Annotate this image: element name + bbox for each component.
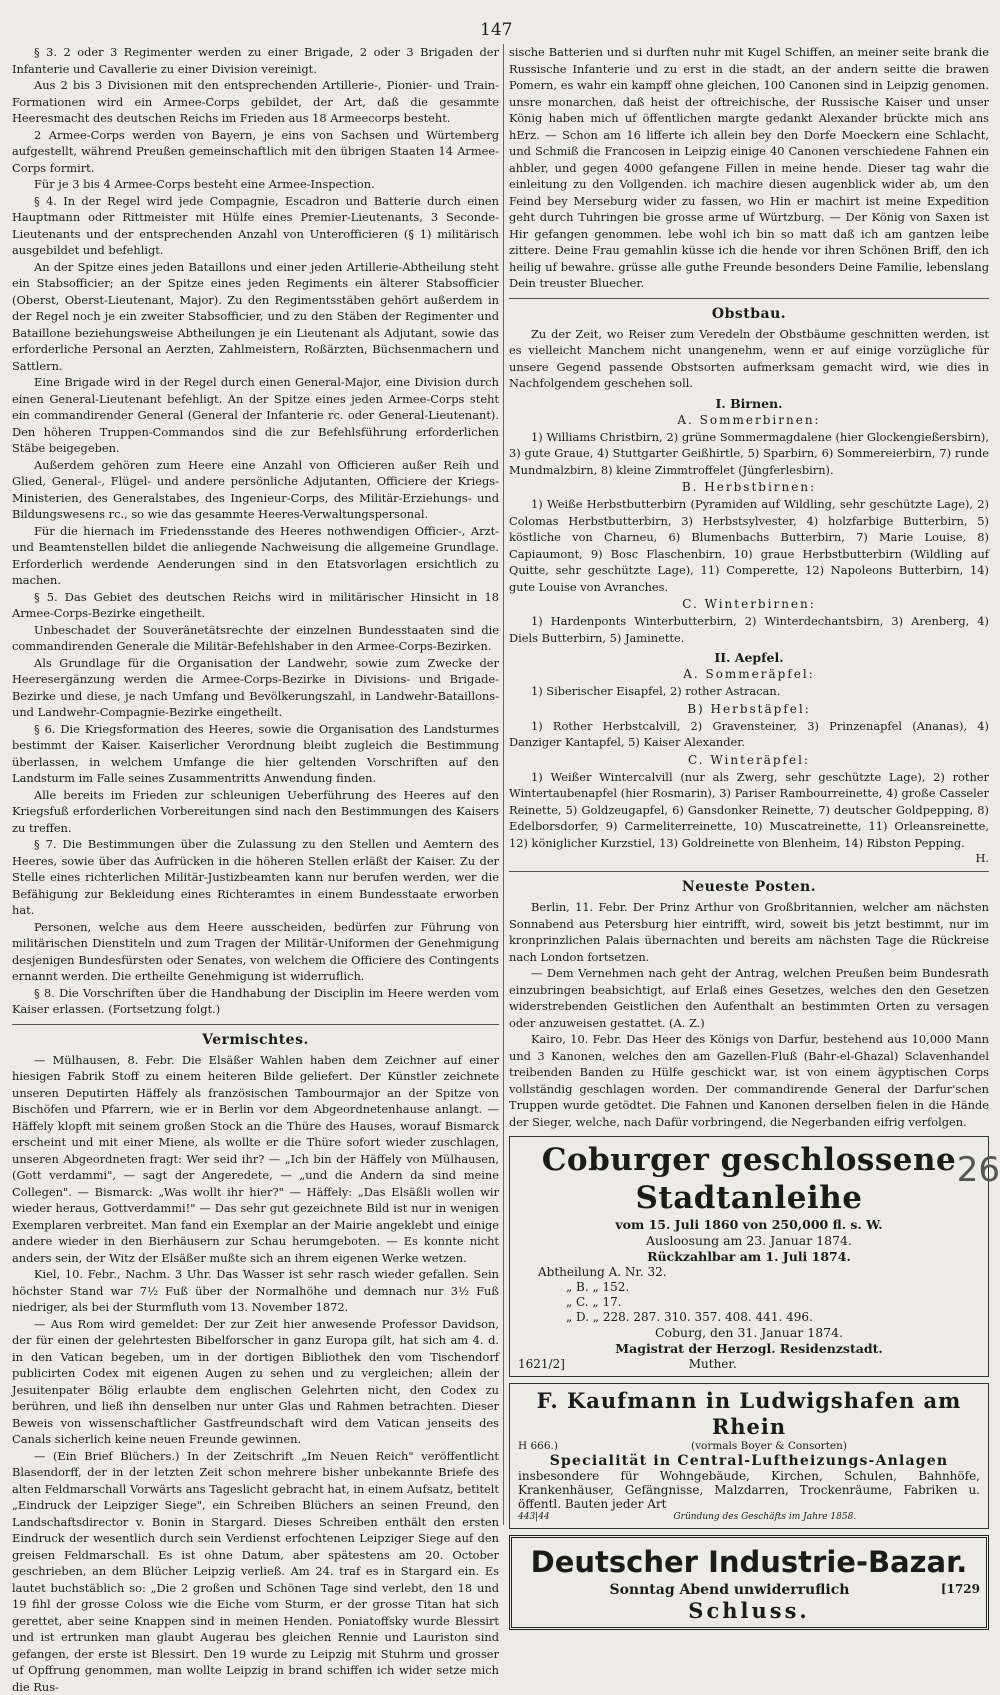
- ad-kaufmann-founding: Gründung des Geschäfts im Jahre 1858.: [673, 1511, 856, 1524]
- ad-stadtanleihe-line1: vom 15. Juli 1860 von 250,000 fl. s. W.: [518, 1217, 980, 1233]
- sommeraepfel-list: 1) Siberischer Eisapfel, 2) rother Astracan.: [509, 683, 989, 700]
- page-number: 147: [480, 20, 512, 40]
- ad-stadtanleihe-title: Coburger geschlossene Stadtanleihe: [518, 1141, 980, 1217]
- news-paragraph: Berlin, 11. Febr. Der Prinz Arthur von Großbritannien, welcher am nächsten Sonnabend aus Petersburg hier eintrifft, wird, soweit bis jetzt bestimmt, nur im kronprinzlichen Palais übernachten und bereits am nächsten Tage die Rückreise nach London fortsetzen.: [509, 899, 989, 965]
- divider: [509, 871, 989, 872]
- law-paragraph: Für die hiernach im Friedensstande des Heeres nothwendigen Officier-, Arzt- und Beamtenstellen bildet die anliegende Nachweisung die allgemeine Grundlage. Erforderlich werdende Aenderungen sind in den Etatsvorlagen ersichtlich zu machen.: [12, 523, 499, 589]
- sommeraepfel-label: A. Sommeräpfel:: [509, 667, 989, 681]
- misc-paragraph: — Mülhausen, 8. Febr. Die Elsäßer Wahlen haben dem Zeichner auf einer hiesigen Fabrik Stoff zu einem heiteren Bilde geliefert. Der Künstler zeichnete unseren Deputirten Häffely als französischen Tambourmajor an der Spitze von Bischöfen und Pfarrern, wie er in Berlin vor dem Abgeordnetenhause anlangt. — Häffely klopft mit seinem großen Stock an die Thüre des Hauses, worauf Bismarck erscheint und mit einer Miene, als wollte er die Thüre sofort wieder zuschlagen, unseren Abgeordneten fragt: Wer seid ihr? — „Ich bin der Häffely von Mülhausen, (Gott verdammi", — sagt der Angeredete, — „und die Andern da sind meine Collegen". — Bismarck: „Was wollt ihr hier?" — Häffely: „Das Elsäßli wollen wir wieder heraus, Gottverdammi!" — Das sehr gut gezeichnete Bild ist nur in wenigen Exemplaren verbreitet. Man fand ein Exemplar an der Mairie angeklebt und einige andere wieder in den Bierhäusern zur Schau herumgeboten. — Es konnte nicht anders sein, der Witz der Elsäßer mußte sich an ihrem eigenen Werke wetzen.: [12, 1052, 499, 1267]
- law-paragraph: Aus 2 bis 3 Divisionen mit den entsprechenden Artillerie-, Pionier- und Train-Formationen wird ein Armee-Corps gebildet, der Art, daß die gesammte Heeresmacht des deutschen Reichs im Frieden aus 18 Armeecorps besteht.: [12, 77, 499, 127]
- ad-stadtanleihe-row: „ C. „ 17.: [518, 1295, 980, 1310]
- ad-kaufmann: [509, 1383, 989, 1529]
- law-paragraph: § 3. 2 oder 3 Regimenter werden zu einer Brigade, 2 oder 3 Brigaden der Infanterie und Cavallerie zu einer Division vereinigt.: [12, 44, 499, 77]
- news-paragraph: — Dem Vernehmen nach geht der Antrag, welchen Preußen beim Bundesrath einzubringen beabsichtigt, auf Erlaß eines Gesetzes, welches den den Gesetzen widerstrebenden Geistlichen den Aufenthalt an bestimmten Orten zu versagen oder anzuweisen gestattet. (A. Z.): [509, 965, 989, 1031]
- ad-stadtanleihe-line3: Rückzahlbar am 1. Juli 1874.: [518, 1249, 980, 1265]
- ad-kaufmann-specialty: Specialität in Central-Luftheizungs-Anlagen: [518, 1453, 980, 1469]
- news-heading: Neueste Posten.: [509, 879, 989, 895]
- ad-kaufmann-small-ref: 443|44: [518, 1511, 550, 1524]
- law-paragraph: 2 Armee-Corps werden von Bayern, je eins von Sachsen und Würtemberg aufgestellt, während Preußen gemeinschaftlich mit den übrigen Staaten 14 Armee-Corps formirt.: [12, 127, 499, 177]
- law-paragraph: § 8. Die Vorschriften über die Handhabung der Disciplin im Heere werden vom Kaiser erlassen. (Fortsetzung folgt.): [12, 985, 499, 1018]
- ad-bazar-title: Deutscher Industrie-Bazar.: [518, 1542, 980, 1582]
- law-paragraph: § 4. In der Regel wird jede Compagnie, Escadron und Batterie durch einen Hauptmann oder Rittmeister mit Hülfe eines Premier-Lieutenants, 3 Seconde-Lieutenants und der entsprechenden Anzahl von Unterofficieren (§ 1) militärisch ausgebildet und befehligt.: [12, 193, 499, 259]
- ad-bazar-line2: Sonntag Abend unwiderruflich: [609, 1582, 849, 1598]
- letter-continuation: sische Batterien und si durften nuhr mit Kugel Schiffen, an meiner seite brank die Russische Infanterie und zu erst in die stadt, an der andern seitte die brawen Pomern, es wahr ein kampff ohne gleichen, 100 Canonen sind in Leipzig genomen. unsre monarchen, daß heist der oftreichische, der Russische Kaiser und unser König haben mich uf öffentlichen margte gedankt Alexander brückte mich ans hErz. — Schon am 16 lifferte ich allein bey den Dorfe Moeckern eine Schlacht, und Schmiß die Francosen in Leipzig einige 40 Canonen verschiedene Fahnen ein ahbler, und gegen 4000 gefangene Fillen in meine hende. Dieser tag wahr die einleitung zu den Vollgenden. ich machire diesen augenblick wider ab, um den Feind bey Merseburg wider zu fassen, wo Hin er machirt ist meine Expedition geht durch Tuhringen bie grosse arme uf Würtzburg. — Der König von Saxen ist Hir gefangen genommen. lebe wohl ich bin so matt daß ich am gantzen leibe zittere. Deine Frau gemahlin küsse ich die hende vor ihren Schönen Briff, den ich heilig uf bewahre. grüsse alle guthe Freunde besonders Deine Familie, lebenslang Dein treuster Bluecher.: [509, 44, 989, 292]
- divider: [509, 298, 989, 299]
- ad-bazar-line3: Schluss.: [518, 1598, 980, 1623]
- ad-kaufmann-head: F. Kaufmann in Ludwigshafen am Rhein: [518, 1388, 980, 1440]
- ad-kaufmann-text: insbesondere für Wohngebäude, Kirchen, Schulen, Bahnhöfe, Krankenhäuser, Gefängnisse, Malzdarren, Trockenräume, Fabriken u. öffentl. Bauten jeder Art: [518, 1469, 980, 1511]
- birnen-heading: I. Birnen.: [509, 396, 989, 411]
- obstbau-intro: Zu der Zeit, wo Reiser zum Veredeln der Obstbäume geschnitten werden, ist es vielleicht Manchem nicht unangenehm, wenn er auf einige vorzügliche für unsere Gegend passende Obstsorten aufmerksam gemacht wird, wie dies in Nachfolgendem geschehen soll.: [509, 326, 989, 392]
- law-paragraph: Außerdem gehören zum Heere eine Anzahl von Officieren außer Reih und Glied, General-, Flügel- und andere persönliche Adjutanten, Officiere der Kriegs-Ministerien, des Generalstabes, des Ingenieur-Corps, des Militär-Erziehungs- und Bildungswesens rc., so wie das gesammte Heeres-Verwaltungspersonal.: [12, 457, 499, 523]
- misc-paragraph: Kiel, 10. Febr., Nachm. 3 Uhr. Das Wasser ist sehr rasch wieder gefallen. Sein höchster Stand war 7½ Fuß über der Normalhöhe und demnach nur 3½ Fuß niedriger, als bei der Sturmfluth vom 13. November 1872.: [12, 1266, 499, 1316]
- ad-stadtanleihe-authority: Magistrat der Herzogl. Residenzstadt.: [518, 1341, 980, 1357]
- margin-note: 26: [957, 1150, 1000, 1190]
- ad-kaufmann-formerly: (vormals Boyer & Consorten): [691, 1440, 847, 1453]
- obstbau-signature: H.: [509, 851, 989, 865]
- misc-paragraph: — Aus Rom wird gemeldet: Der zur Zeit hier anwesende Professor Davidson, der für einen der gelehrtesten Bibelforscher in ganz Europa gilt, hat sich am 4. d. in den Vatican begeben, um in der dortigen Bibliothek den vom Tischendorf publicirten Codex mit eigenen Augen zu sehen und zu vergleichen; allein der Jesuitenpater Bölig erlaubte dem englischen Gelehrten nicht, den Codex zu berühren, und ließ ihn denselben nur unter Glas und Rahmen betrachten. Dieser Beweis von wissenschaftlicher Gastfreundschaft wird dem Vatican jenseits des Canals sicherlich keine neuen Freunde gewinnen.: [12, 1316, 499, 1448]
- obstbau-heading: Obstbau.: [509, 306, 989, 322]
- misc-heading: Vermischtes.: [12, 1032, 499, 1048]
- herbstbirnen-list: 1) Weiße Herbstbutterbirn (Pyramiden auf Wildling, sehr geschützte Lage), 2) Colomas Herbstbutterbirn, 3) Herbstsylvester, 4) holzfarbige Butterbirn, 5) köstliche von Charneu, 6) Blumenbachs Butterbirn, 7) Marie Louise, 8) Capiaumont, 9) Bosc Flaschenbirn, 10) graue Herbstbutterbirn (Wildling auf Quitte, sehr geschützte Lage), 11) Comperette, 12) Napoleons Butterbirn, 14) gute Louise von Avranches.: [509, 496, 989, 595]
- winterbirnen-label: C. Winterbirnen:: [509, 597, 989, 611]
- ad-stadtanleihe-date: Coburg, den 31. Januar 1874.: [518, 1325, 980, 1341]
- law-paragraph: Als Grundlage für die Organisation der Landwehr, sowie zum Zwecke der Heeresergänzung werden die Armee-Corps-Bezirke in Divisions- und Brigade-Bezirke und diese, je nach Umfang und Bevölkerungszahl, in Landwehr-Bataillons- und Landwehr-Compagnie-Bezirke eingetheilt.: [12, 655, 499, 721]
- herbstaepfel-label: B) Herbstäpfel:: [509, 702, 989, 716]
- news-paragraph: Kairo, 10. Febr. Das Heer des Königs von Darfur, bestehend aus 10,000 Mann und 3 Kanonen, welches den am Gazellen-Fluß (Bahr-el-Ghazal) Sclavenhandel treibenden Banden zu Hülfe geschickt war, ist von einem ägyptischen Corps vollständig geschlagen worden. Der commandirende General der Darfur'schen Truppen wurde getödtet. Die Fahnen und Kanonen derselben fielen in die Hände der Sieger, welche, nach Dafür vorbringend, die Negerbanden eifrig verfolgen.: [509, 1031, 989, 1130]
- ad-stadtanleihe: [509, 1136, 989, 1377]
- herbstbirnen-label: B. Herbstbirnen:: [509, 480, 989, 494]
- law-paragraph: An der Spitze eines jeden Bataillons und einer jeden Artillerie-Abtheilung steht ein Stabsofficier; an der Spitze eines jeden Regiments ein älterer Stabsofficier (Oberst, Oberst-Lieutenant, Major). Zu den Regimentsstäben gehört außerdem in der Regel noch je ein zweiter Stabsofficier, und zu den Stäben der Regimenter und Bataillone beziehungsweise Abtheilungen je ein Lieutenant als Adjutant, sowie das erforderliche Personal an Aerzten, Zahlmeistern, Roßärzten, Büchsenmachern und Sattlern.: [12, 259, 499, 375]
- winteraepfel-list: 1) Weißer Wintercalvill (nur als Zwerg, sehr geschützte Lage), 2) rother Wintertaubenapfel (hier Rosmarin), 3) Pariser Rambourreinette, 4) große Casseler Reinette, 5) Goldzeugapfel, 6) Gansdonker Reinette, 7) deutscher Goldpepping, 8) Edelborsdorfer, 9) Carmeliterreinette, 10) Muscatreinette, 11) Orleansreinette, 12) königlicher Kurzstiel, 13) Goldreinette von Blenheim, 14) Ribston Pepping.: [509, 769, 989, 852]
- law-paragraph: § 5. Das Gebiet des deutschen Reichs wird in militärischer Hinsicht in 18 Armee-Corps-Bezirke eingetheilt.: [12, 589, 499, 622]
- left-column: [12, 44, 499, 1525]
- column-divider: [503, 44, 504, 1525]
- sommerbirnen-list: 1) Williams Christbirn, 2) grüne Sommermagdalene (hier Glockengießersbirn), 3) gute Graue, 4) Stuttgarter Geißhirtle, 5) Sparbirn, 6) Sommereierbirn, 7) runde Mundmalzbirn, 8) kleine Zimmtroffelet (Jüngferlesbirn).: [509, 429, 989, 479]
- winteraepfel-label: C. Winteräpfel:: [509, 753, 989, 767]
- ad-stadtanleihe-line2: Ausloosung am 23. Januar 1874.: [518, 1233, 980, 1249]
- law-text: [12, 44, 499, 1018]
- law-paragraph: Alle bereits im Frieden zur schleunigen Ueberführung des Heeres auf den Kriegsfuß erforderlichen Vorbereitungen sind nach den Bestimmungen des Kaisers zu treffen.: [12, 787, 499, 837]
- misc-text: [12, 1052, 499, 1695]
- law-paragraph: Personen, welche aus dem Heere ausscheiden, bedürfen zur Führung von militärischen Dienstiteln und zum Tragen der Militär-Uniformen der Genehmigung desjenigen Bundesfürsten oder Senates, von welchem die Officiere des Contingents ernannt werden. Die ertheilte Genehmigung ist widerruflich.: [12, 919, 499, 985]
- winterbirnen-list: 1) Hardenponts Winterbutterbirn, 2) Winterdechantsbirn, 3) Arenberg, 4) Diels Butterbirn, 5) Jaminette.: [509, 613, 989, 646]
- law-paragraph: Unbeschadet der Souveränetätsrechte der einzelnen Bundesstaaten sind die commandirenden Generale die Militär-Befehlshaber in den Armee-Corps-Bezirken.: [12, 622, 499, 655]
- right-column: [509, 44, 989, 1525]
- herbstaepfel-list: 1) Rother Herbstcalvill, 2) Gravensteiner, 3) Prinzenapfel (Ananas), 4) Danziger Kantapfel, 5) Kaiser Alexander.: [509, 718, 989, 751]
- ad-bazar-ref: [1729: [941, 1582, 980, 1596]
- ad-kaufmann-ref: H 666.): [518, 1440, 558, 1453]
- ad-stadtanleihe-name: Muther.: [689, 1357, 737, 1371]
- law-paragraph: § 6. Die Kriegsformation des Heeres, sowie die Organisation des Landsturmes bestimmt der Kaiser. Kaiserlicher Verordnung bleibt zugleich die Bestimmung überlassen, in welchem Umfange die hier geltenden Vorschriften auf den Landsturm im Falle seines Zusammentritts Anwendung finden.: [12, 721, 499, 787]
- law-paragraph: § 7. Die Bestimmungen über die Zulassung zu den Stellen und Aemtern des Heeres, sowie über das Aufrücken in die höheren Stellen erläßt der Kaiser. Zu der Stelle eines richterlichen Militär-Justizbeamten kann nur berufen werden, wer die Befähigung zur Bekleidung eines Richteramtes in einem Bundesstaate erworben hat.: [12, 836, 499, 919]
- aepfel-heading: II. Aepfel.: [509, 650, 989, 665]
- law-paragraph: Für je 3 bis 4 Armee-Corps besteht eine Armee-Inspection.: [12, 176, 499, 193]
- law-paragraph: Eine Brigade wird in der Regel durch einen General-Major, eine Division durch einen General-Lieutenant befehligt. An der Spitze eines jeden Armee-Corps steht ein commandirender General (General der Infanterie rc. oder General-Lieutenant). Den höheren Truppen-Commandos sind die zur Befehlsführung erforderlichen Stäbe beigegeben.: [12, 374, 499, 457]
- ad-stadtanleihe-row: „ B. „ 152.: [518, 1280, 980, 1295]
- sommerbirnen-label: A. Sommerbirnen:: [509, 413, 989, 427]
- divider: [12, 1024, 499, 1025]
- news-text: [509, 899, 989, 1130]
- ad-industrie-bazar: [509, 1535, 989, 1630]
- ad-stadtanleihe-row: „ D. „ 228. 287. 310. 357. 408. 441. 496.: [518, 1310, 980, 1325]
- misc-paragraph: — (Ein Brief Blüchers.) In der Zeitschrift „Im Neuen Reich" veröffentlicht Blasendorff, der in der letzten Zeit schon mehrere bisher unbekannte Briefe des alten Feldmarschall Vorwärts ans Tageslicht gebracht hat, in einem Aufsatz, betitelt „Eindruck der Leipziger Siege", ein Schreiben Blüchers an seinen Freund, den Landschaftsdirector v. Bonin in Stargard. Dieses Schreiben enthält den ersten Eindruck der wesentlich durch sein Verdienst erfochtenen Leipziger Siege auf den greisen Feldmarschall. Es ist ohne Datum, aber spätestens am 20. October geschrieben, an dem Blücher Leipzig verließ. Am 24. traf es in Stargard ein. Es lautet buchstäblich so: „Die 2 großen und Schönen Tage sind verlebt, den 18 und 19 fihl der grosse Coloss wie die Eiche vom Sturm, er der grosse Titan hat sich gerettet, aber seine Knappen sind in meinen Henden. Poniatoffsky wurde Blessirt und ist ertrunken man glaubt Augerau bes gleichen Rennie und Lauriston sind gefangen, der erste ist Blessirt. Den 19 wurde zu Leipzig mit Stuhrm und grosser uf Opffrung genommen, man wollte Leipzig in brand schiffen ich wider setze mich die Rus-: [12, 1448, 499, 1695]
- ad-stadtanleihe-ref: 1621/2]: [518, 1357, 565, 1371]
- ad-stadtanleihe-row: Abtheilung A. Nr. 32.: [518, 1265, 980, 1280]
